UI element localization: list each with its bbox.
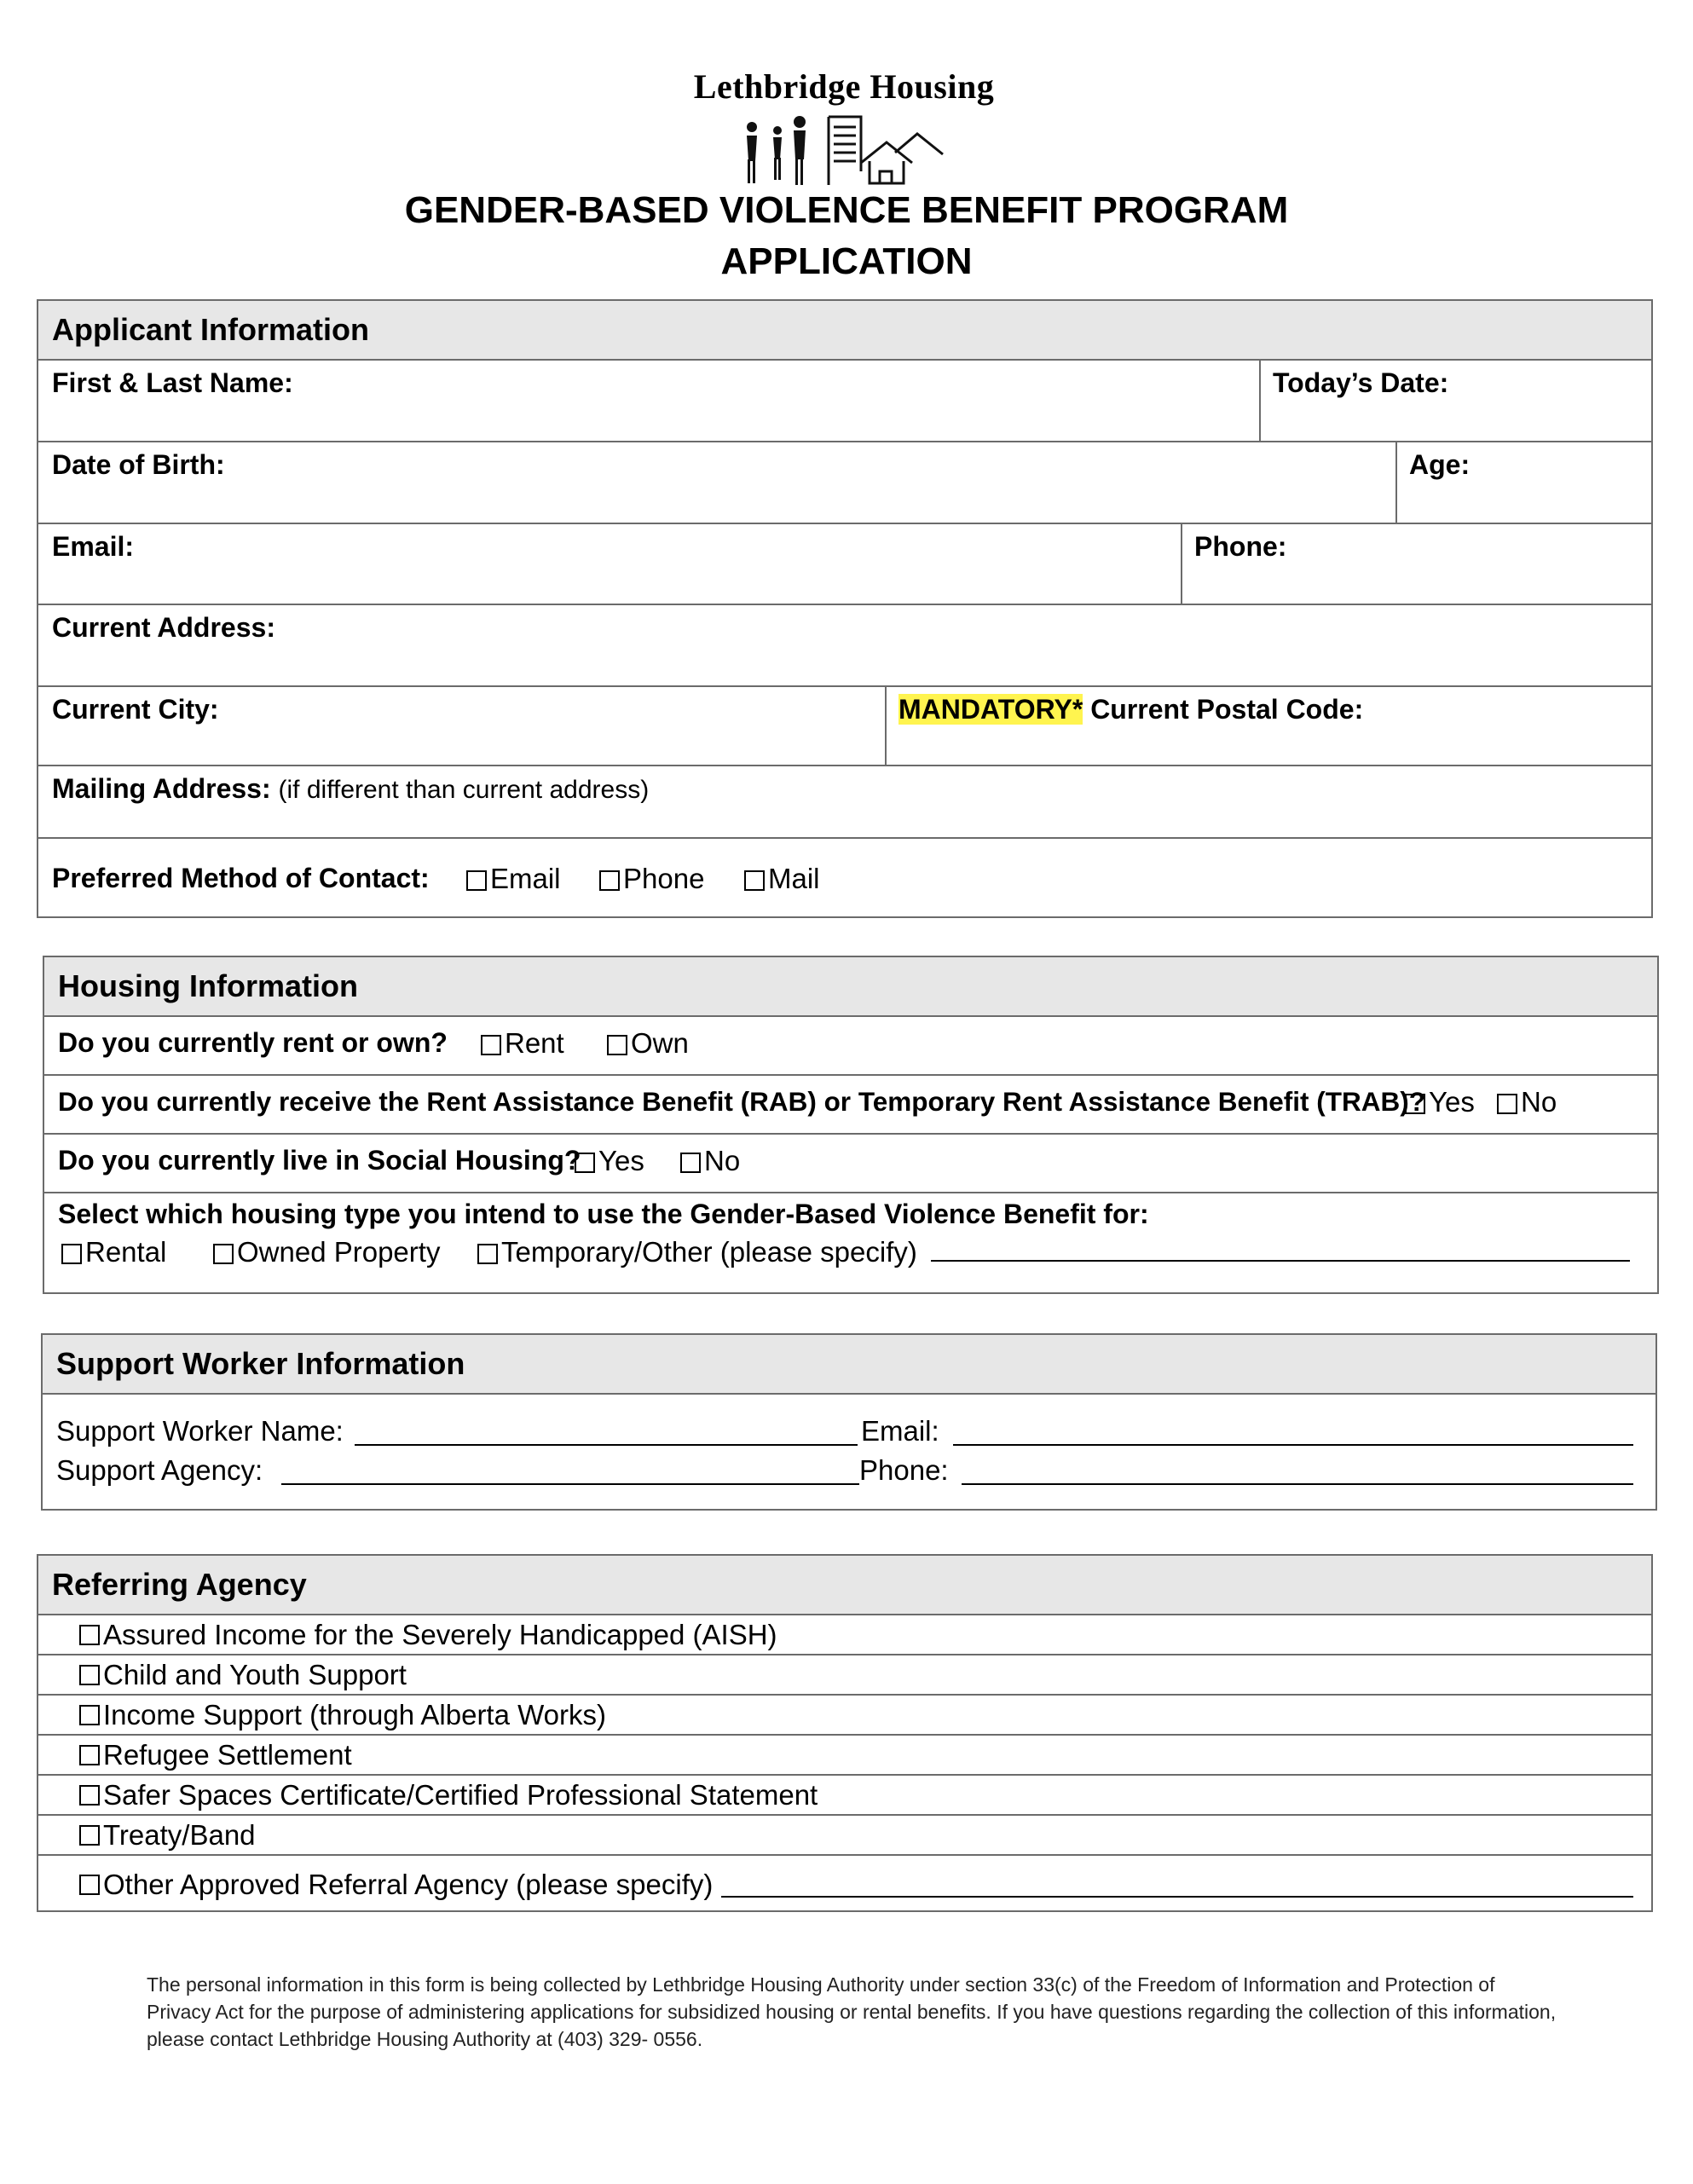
mailing-address-text: Mailing Address:: [52, 773, 271, 804]
option-label: Safer Spaces Certificate/Certified Professional Statement: [103, 1778, 818, 1811]
mailing-address-label: [52, 773, 649, 805]
privacy-notice: The personal information in this form is being collected by Lethbridge Housing Authority under section 33(c) of the Freedom of Information and Protection of Privacy Act for the purpose of administering applications for subsidized housing or rental benefits. If you have questions regarding the collection of this information, please contact Lethbridge Housing Authority at (403) 329- 0556.: [147, 1973, 1557, 2050]
option-label: Own: [631, 1027, 689, 1059]
contact-method-label: Preferred Method of Contact:: [52, 863, 430, 893]
option-label: Phone: [623, 863, 705, 894]
logo-text: Lethbridge Housing: [693, 67, 995, 106]
option-label: Rent: [505, 1027, 564, 1059]
social-housing-row: [44, 1135, 1657, 1193]
option-label: Mail: [768, 863, 820, 894]
postal-code-text: Current Postal Code:: [1090, 694, 1364, 725]
name-label: First & Last Name:: [52, 367, 293, 398]
city-row[interactable]: [38, 687, 1651, 766]
checkbox[interactable]: [79, 1745, 100, 1765]
checkbox[interactable]: [466, 870, 487, 891]
option-label: No: [1521, 1086, 1557, 1118]
referring-header: Referring Agency: [38, 1556, 1651, 1615]
support-worker-name-line[interactable]: [355, 1420, 858, 1446]
option-label: Refugee Settlement: [103, 1738, 352, 1771]
referral-item-refugee[interactable]: [38, 1736, 1651, 1776]
checkbox[interactable]: [79, 1825, 100, 1846]
housing-header: Housing Information: [44, 957, 1657, 1017]
checkbox[interactable]: [607, 1035, 627, 1055]
option-label: Child and Youth Support: [103, 1658, 407, 1690]
option-temporary-other[interactable]: [477, 1236, 917, 1268]
checkbox[interactable]: [744, 870, 765, 891]
support-section: [41, 1333, 1657, 1511]
checkbox[interactable]: [61, 1244, 82, 1264]
checkbox[interactable]: [1497, 1094, 1517, 1114]
checkbox[interactable]: [1405, 1094, 1425, 1114]
dob-row[interactable]: [38, 442, 1651, 524]
option-rental[interactable]: [61, 1236, 166, 1268]
support-phone-line[interactable]: [962, 1459, 1633, 1485]
mailing-address-note: (if different than current address): [278, 776, 650, 804]
option-social-yes[interactable]: [575, 1145, 644, 1177]
checkbox[interactable]: [213, 1244, 234, 1264]
rab-question: Do you currently receive the Rent Assistance Benefit (RAB) or Temporary Rent Assistance Benefit (TRAB)?: [58, 1086, 1425, 1117]
other-referral-specify-line[interactable]: [721, 1872, 1633, 1898]
support-email-label: Email:: [861, 1415, 939, 1447]
rent-own-question: Do you currently rent or own?: [58, 1027, 448, 1058]
logo-figures-house-icon: [733, 112, 955, 188]
rent-own-row: [44, 1017, 1657, 1076]
option-owned-property[interactable]: [213, 1236, 440, 1268]
todays-date-label: Today’s Date:: [1273, 367, 1449, 398]
support-phone-label: Phone:: [859, 1454, 949, 1486]
support-worker-name-label: Support Worker Name:: [56, 1415, 344, 1447]
support-email-line[interactable]: [953, 1420, 1633, 1446]
checkbox[interactable]: [599, 870, 620, 891]
option-label: Temporary/Other (please specify): [501, 1236, 917, 1268]
option-label: Owned Property: [237, 1236, 441, 1268]
checkbox[interactable]: [680, 1153, 701, 1173]
option-rent[interactable]: [481, 1027, 564, 1060]
form-title-line2: APPLICATION: [720, 240, 973, 282]
option-label: Treaty/Band: [103, 1818, 256, 1851]
referral-item-other[interactable]: [38, 1856, 1651, 1914]
temporary-other-specify-line[interactable]: [931, 1236, 1630, 1262]
checkbox[interactable]: [79, 1665, 100, 1685]
dob-label: Date of Birth:: [52, 449, 225, 480]
postal-code-label: [899, 694, 1363, 725]
checkbox[interactable]: [477, 1244, 498, 1264]
housing-type-question: Select which housing type you intend to use the Gender-Based Violence Benefit for:: [58, 1199, 1149, 1229]
option-label: Other Approved Referral Agency (please specify): [103, 1869, 714, 1900]
contact-row: [38, 839, 1651, 918]
checkbox[interactable]: [79, 1625, 100, 1645]
address-row[interactable]: [38, 605, 1651, 687]
checkbox[interactable]: [575, 1153, 595, 1173]
option-label: Assured Income for the Severely Handicapped (AISH): [103, 1618, 777, 1650]
referring-section: [37, 1554, 1653, 1912]
mandatory-highlight: MANDATORY*: [899, 694, 1083, 725]
current-city-label: Current City:: [52, 694, 219, 725]
social-housing-question: Do you currently live in Social Housing?: [58, 1145, 581, 1176]
contact-option-email[interactable]: [466, 863, 561, 895]
referral-item-treaty-band[interactable]: [38, 1816, 1651, 1856]
checkbox[interactable]: [481, 1035, 501, 1055]
option-label: Yes: [598, 1145, 644, 1176]
age-label: Age:: [1409, 449, 1471, 480]
applicant-section: [37, 299, 1653, 918]
contact-option-phone[interactable]: [599, 863, 704, 895]
option-label: No: [704, 1145, 741, 1176]
option-own[interactable]: [607, 1027, 689, 1060]
applicant-header: Applicant Information: [38, 301, 1651, 361]
rab-row: [44, 1076, 1657, 1135]
support-header: Support Worker Information: [43, 1335, 1655, 1395]
email-row[interactable]: [38, 524, 1651, 605]
phone-label: Phone:: [1194, 531, 1287, 562]
option-label: Email: [490, 863, 561, 894]
support-agency-line[interactable]: [281, 1459, 859, 1485]
option-rab-no[interactable]: [1497, 1086, 1557, 1118]
support-agency-label: Support Agency:: [56, 1454, 263, 1486]
logo: [665, 66, 1023, 194]
contact-option-mail[interactable]: [744, 863, 820, 895]
referral-item-aish[interactable]: [38, 1615, 1651, 1655]
housing-section: [43, 956, 1659, 1294]
option-label: Yes: [1429, 1086, 1475, 1118]
current-address-label: Current Address:: [52, 612, 275, 643]
form-title-line1: GENDER-BASED VIOLENCE BENEFIT PROGRAM: [404, 189, 1289, 231]
mailing-row[interactable]: [38, 766, 1651, 839]
checkbox[interactable]: [79, 1875, 100, 1895]
checkbox[interactable]: [79, 1705, 100, 1725]
option-rab-yes[interactable]: [1405, 1086, 1475, 1118]
name-row[interactable]: [38, 361, 1651, 442]
option-label: Income Support (through Alberta Works): [103, 1698, 607, 1730]
option-label: Rental: [85, 1236, 167, 1268]
option-social-no[interactable]: [680, 1145, 740, 1177]
checkbox[interactable]: [79, 1785, 100, 1806]
referral-item-child-youth[interactable]: [38, 1655, 1651, 1696]
referral-item-income-support[interactable]: [38, 1696, 1651, 1736]
email-label: Email:: [52, 531, 135, 562]
referral-item-safer-spaces[interactable]: [38, 1776, 1651, 1816]
housing-type-row: [44, 1193, 1657, 1292]
